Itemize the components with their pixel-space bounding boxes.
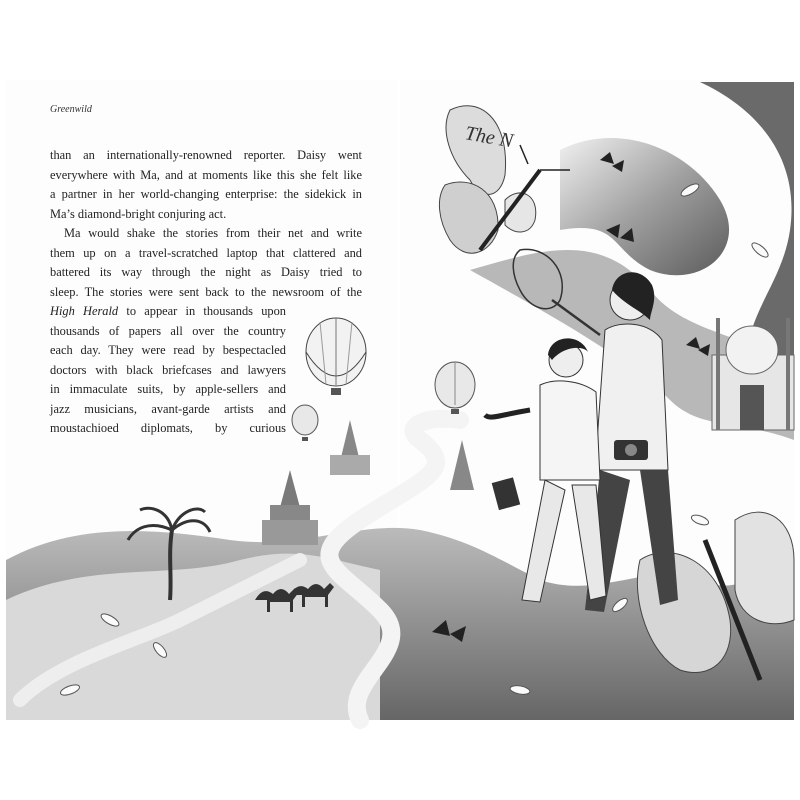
text-line: than an internationally-renowned reporter. Daisy went [50,148,362,162]
newspaper-butterfly [439,106,570,253]
text-line: Ma’s diamond-bright conjuring act. [50,206,227,221]
text-line: in immaculate suits, by apple-sellers and [50,382,286,396]
text-fragment: to appear in thousands upon [126,304,286,318]
text-line: sleep. The stories were sent back to the newsroom of the [50,284,362,299]
body-text [50,146,362,439]
text-line: each day. They were read by bespectacled [50,343,286,357]
text-line [50,302,286,322]
newspaper-title: High Herald [50,304,119,318]
stupa-temple [262,470,318,545]
hot-air-balloon [435,362,475,414]
text-line: jazz musicians, avant-garde artists and [50,401,286,416]
text-line: doctors with black briefcases and lawyers [50,362,286,377]
running-header: Greenwild [50,104,92,115]
text-line: moustachioed diplomats, by curious [50,421,286,435]
small-stupa [450,440,474,490]
paragraph [50,146,362,224]
text-line: thousands of papers all over the country [50,323,286,338]
text-line: everywhere with Ma, and at moments like this she felt like [50,167,362,182]
text-line: battered its way through the night as Daisy tried to [50,265,362,279]
newspaper-masthead: The N [463,122,515,153]
paragraph [50,224,362,439]
text-line: a partner in her world-changing enterprise: the sidekick in [50,187,362,201]
text-line: Ma would shake the stories from their net and write [64,226,362,240]
text-line: them up on a travel-scratched laptop that clattered and [50,245,362,260]
